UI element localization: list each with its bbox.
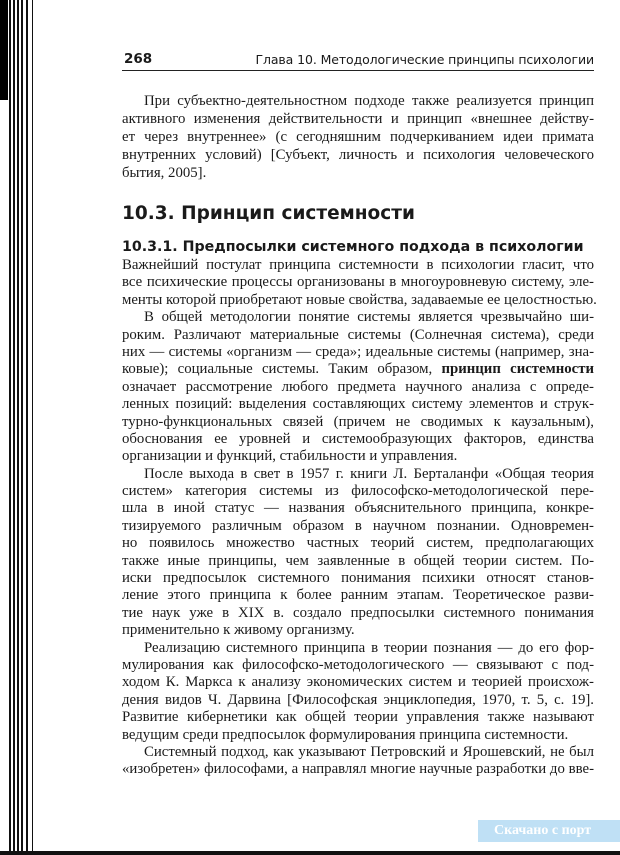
section-heading: 10.3. Принцип системности [122,203,415,224]
scan-edge-shadow [0,0,8,100]
text-line: При субъектно-деятельностном подходе также реализуется принцип [144,93,594,109]
paragraph [122,309,594,466]
text-line: ходом К. Маркса к анализу экономических систем и теорией происхож- [122,674,594,691]
subsection-heading: 10.3.1. Предпосылки системного подхода в психологии [122,239,584,255]
text-line: применительно к живому организму. [122,622,355,639]
paragraph [122,744,594,779]
text-line: активного изменения действительности и принцип «внешнее действу- [122,111,594,127]
text-line: означает рассмотрение любого предмета научного анализа с опреде- [122,378,594,395]
scan-edge-line [26,0,28,855]
book-page [122,50,597,779]
running-title: Глава 10. Методологические принципы психологии [255,52,594,67]
text-line: Системный подход, как указывают Петровский и Ярошевский, не был [144,743,594,760]
text-line: дения видов Ч. Дарвина [Философская энциклопедия, 1970, т. 5, с. 19]. [122,691,594,708]
running-header [122,50,594,71]
text-line: ет через внутреннее» (с сегодняшним подчеркиванием идеи примата [122,129,594,145]
scan-edge-line [9,0,11,855]
text-line: иски предпосылок системного понимания психики относят станов- [122,570,594,587]
text-line: Реализацию системного принципа в теории познания — до его фор- [144,639,594,656]
scan-edge-line [13,0,15,855]
text-line: все психические процессы организованы в многоуровневую систему, эле- [122,274,594,291]
text-line: бытия, 2005]. [122,165,207,181]
paragraph [122,640,594,744]
text-line: систем» категория системы из философско-методологической пере- [122,483,594,500]
text-line: организации и функций, стабильности и управления. [122,448,458,465]
page-number: 268 [124,51,153,67]
text-line [122,361,594,378]
text-line: Развитие кибернетики как общей теории управления также называют [122,709,594,726]
text-line: внутренних условий) [Субъект, личность и психология человеческого [122,147,594,163]
paragraph [122,257,597,309]
text-line: ленных позиций: выделения составляющих систему элементов и струк- [122,396,594,413]
text-line: них — системы «организм — среда»; идеальные системы (например, зна- [122,343,594,360]
text-line: шла в иной статус — названия объяснительного принципа, конкре- [122,500,594,517]
text-line: но появилось множество частных теорий систем, предполагающих [122,535,594,552]
text-line: обоснования ее уровней и системообразующих факторов, единства [122,430,594,447]
text-line: «изобретен» философами, а направлял многие научные разработки до вве- [122,761,594,778]
scan-edge-line [32,0,33,855]
text-line: турно-функциональных связей (причем не сводимых к каузальным), [122,413,594,430]
text-line: В общей методологии понятие системы является чрезвычайно ши- [144,309,594,326]
download-watermark: Скачано с порт [478,820,620,842]
text-line: ведущим среди предпосылок формулирования принципа системности. [122,726,569,743]
text-line: После выхода в свет в 1957 г. книги Л. Берталанфи «Общая теория [144,465,594,482]
body-text [122,257,597,779]
intro-paragraph [122,92,594,182]
text-line: тизируемого различным образом в научном познании. Одновремен- [122,517,594,534]
scan-bottom-border [0,851,620,855]
text-run: ковые); социальные системы. Таким образом, [122,361,442,378]
text-line: Важнейший постулат принципа системности в психологии гласит, что [122,257,594,273]
paragraph [122,466,594,640]
text-line: роким. Различают материальные системы (Солнечная система), среди [122,326,594,343]
text-line: ление этого принципа к более ранним этапам. Теоретическое разви- [122,587,594,604]
scan-edge-line [21,0,23,855]
bold-term: принцип системности [441,361,594,378]
text-line: также иные принципы, чем заявленные в общей теории систем. По- [122,552,594,569]
scan-edge-line [17,0,19,855]
text-line: тие наук уже в XIX в. создало предпосылки системного понимания [122,604,594,621]
text-line: мулирования как философско-методологического — связывают с под- [122,656,594,673]
text-line: менты которой приобретают новые свойства, задаваемые ее целостностью. [122,291,597,308]
